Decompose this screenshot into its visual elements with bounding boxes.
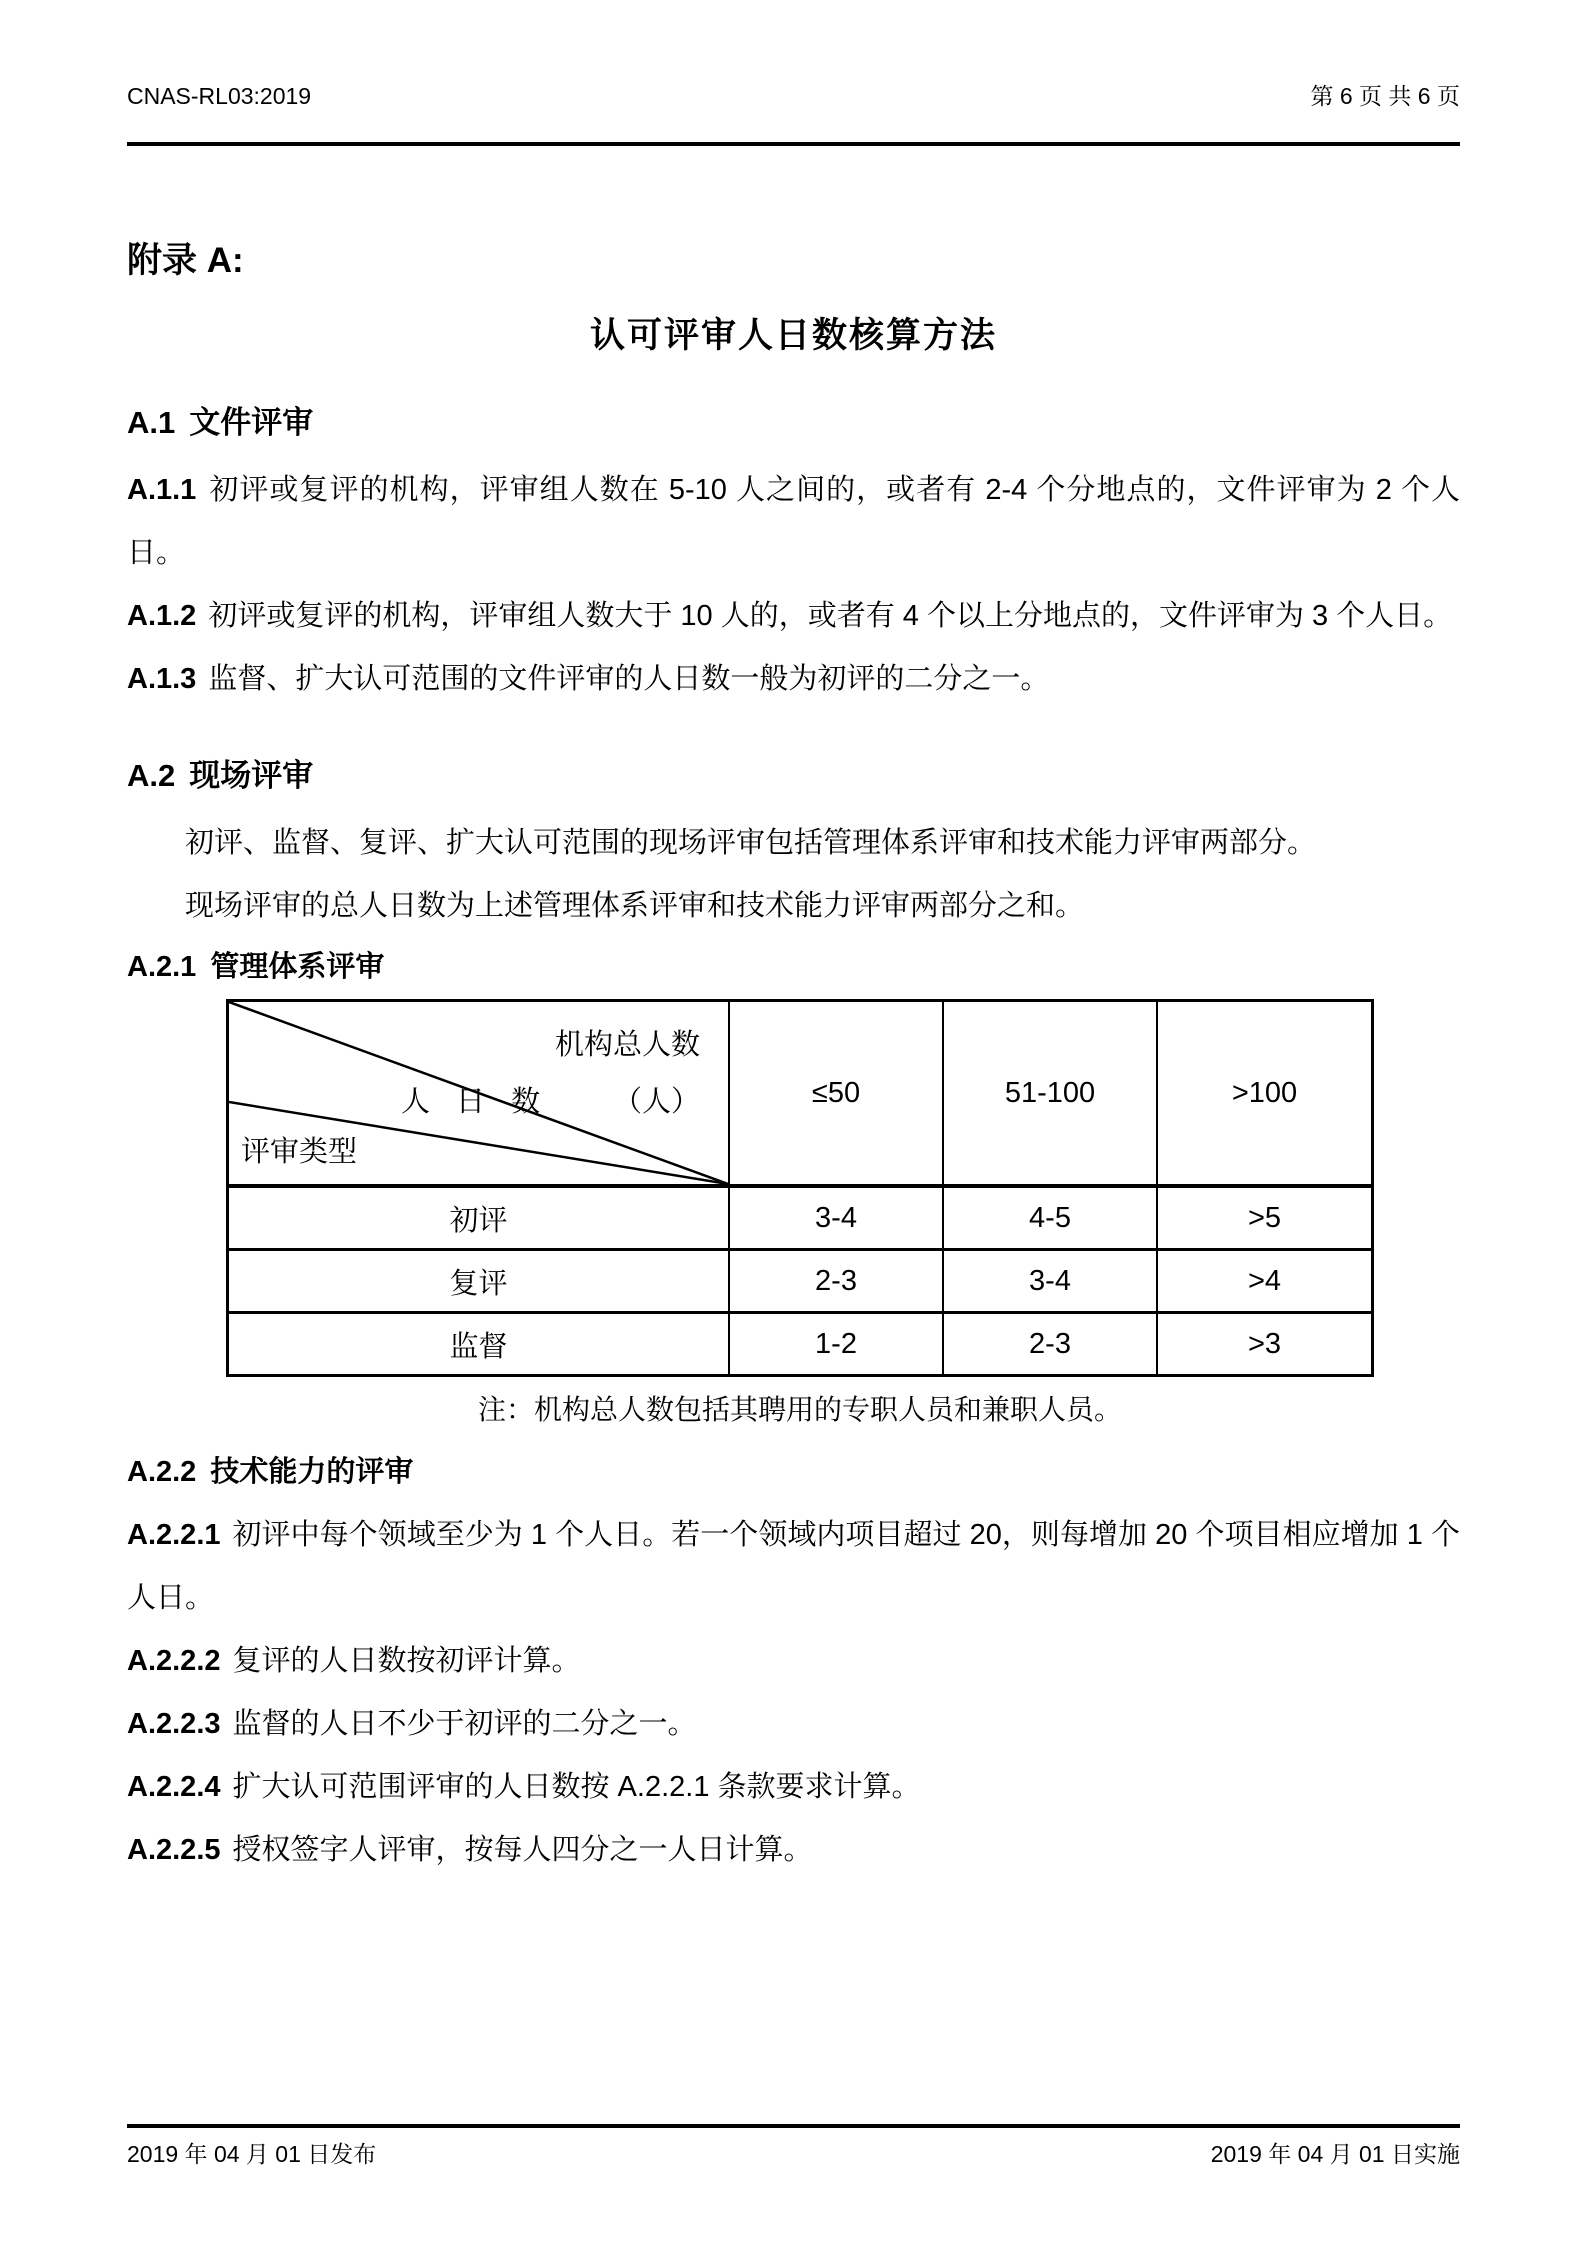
table-row: [229, 1188, 1371, 1251]
clause-a221: [127, 1504, 1460, 1630]
table-corner-cell: [229, 1002, 730, 1184]
document-title: 认可评审人日数核算方法: [589, 316, 997, 355]
table-row: [229, 1251, 1371, 1314]
section-heading-a2: [127, 757, 1460, 794]
row-header: 初评: [229, 1188, 730, 1248]
clause-a222: [127, 1630, 1460, 1693]
table-header-row: [229, 1002, 1371, 1188]
section-number: A.2.1: [127, 951, 197, 983]
clause-a224: [127, 1756, 1460, 1819]
table-cell: 1-2: [730, 1314, 944, 1374]
table-cell: >5: [1247, 1201, 1282, 1234]
clause-a225: [127, 1819, 1460, 1882]
table-note: 注：机构总人数包括其聘用的专职人员和兼职人员。: [477, 1394, 1122, 1425]
clause-text: 初评或复评的机构，评审组人数大于 10 人的，或者有 4 个以上分地点的，文件评审为 3 个人日。: [208, 600, 1453, 632]
clause-number: A.2.2.5: [127, 1834, 221, 1866]
section-heading-a22: [127, 1455, 1460, 1490]
clause-number: A.2.2.3: [127, 1708, 221, 1740]
table-cell: 3-4: [944, 1251, 1158, 1311]
clause-number: A.1.2: [127, 600, 197, 632]
section-number: A.1: [127, 405, 176, 440]
clause-text: 监督、扩大认可范围的文件评审的人日数一般为初评的二分之一。: [208, 663, 1050, 695]
clause-text: 初评或复评的机构，评审组人数在 5-10 人之间的，或者有 2-4 个分地点的，文件评审为 2 个人日。: [127, 474, 1460, 569]
clause-a223: [127, 1693, 1460, 1756]
section-number: A.2: [127, 758, 176, 793]
clause-number: A.2.2.2: [127, 1645, 221, 1677]
clause-text: 授权签字人评审，按每人四分之一人日计算。: [232, 1834, 813, 1866]
section-label: 管理体系评审: [210, 951, 385, 983]
corner-label-total-staff: 机构总人数: [554, 1029, 700, 1061]
clause-text: 复评的人日数按初评计算。: [232, 1645, 581, 1677]
section-label: 现场评审: [189, 758, 314, 793]
column-header: >100: [1231, 1076, 1298, 1109]
page-header: [127, 82, 1460, 146]
page-number: 第 6 页 共 6 页: [1310, 83, 1460, 109]
corner-label-assessment-type: 评审类型: [241, 1136, 358, 1168]
section-heading-a21: [127, 950, 1460, 985]
column-header: 51-100: [944, 1002, 1158, 1184]
table-cell: >3: [1247, 1327, 1282, 1360]
clause-text: 监督的人日不少于初评的二分之一。: [232, 1708, 697, 1740]
table-row: [229, 1314, 1371, 1374]
corner-label-persons-unit: （人）: [612, 1086, 700, 1118]
clause-number: A.1.1: [127, 474, 197, 506]
column-header: ≤50: [730, 1002, 944, 1184]
row-header: 监督: [229, 1314, 730, 1374]
man-days-table: [226, 999, 1374, 1377]
clause-number: A.2.2.4: [127, 1771, 221, 1803]
corner-label-man-days: 人 日 数: [401, 1086, 550, 1118]
paragraph-a2-intro2: 现场评审的总人日数为上述管理体系评审和技术能力评审两部分之和。: [185, 890, 1085, 922]
section-label: 技术能力的评审: [210, 1456, 414, 1488]
table-cell: 2-3: [730, 1251, 944, 1311]
table-cell: 2-3: [944, 1314, 1158, 1374]
appendix-heading: 附录 A:: [127, 241, 244, 280]
clause-a113: [127, 648, 1460, 711]
clause-text: 初评中每个领域至少为 1 个人日。若一个领域内项目超过 20，则每增加 20 个项目相应增加 1 个人日。: [127, 1519, 1460, 1614]
row-header: 复评: [229, 1251, 730, 1311]
table-cell: 4-5: [944, 1188, 1158, 1248]
clause-text: 扩大认可范围评审的人日数按 A.2.2.1 条款要求计算。: [232, 1771, 921, 1803]
clause-a111: [127, 459, 1460, 585]
clause-number: A.1.3: [127, 663, 197, 695]
clause-number: A.2.2.1: [127, 1519, 221, 1551]
implementation-date: 2019 年 04 月 01 日实施: [1210, 2141, 1460, 2167]
table-cell: 3-4: [730, 1188, 944, 1248]
page-footer: [127, 2124, 1460, 2168]
section-heading-a1: [127, 404, 1460, 441]
section-number: A.2.2: [127, 1456, 197, 1488]
doc-code: CNAS-RL03:2019: [127, 83, 312, 109]
clause-a112: [127, 585, 1460, 648]
section-label: 文件评审: [189, 405, 314, 440]
table-cell: >4: [1247, 1264, 1282, 1297]
paragraph-a2-intro1: 初评、监督、复评、扩大认可范围的现场评审包括管理体系评审和技术能力评审两部分。: [185, 827, 1317, 859]
release-date: 2019 年 04 月 01 日发布: [127, 2141, 377, 2167]
